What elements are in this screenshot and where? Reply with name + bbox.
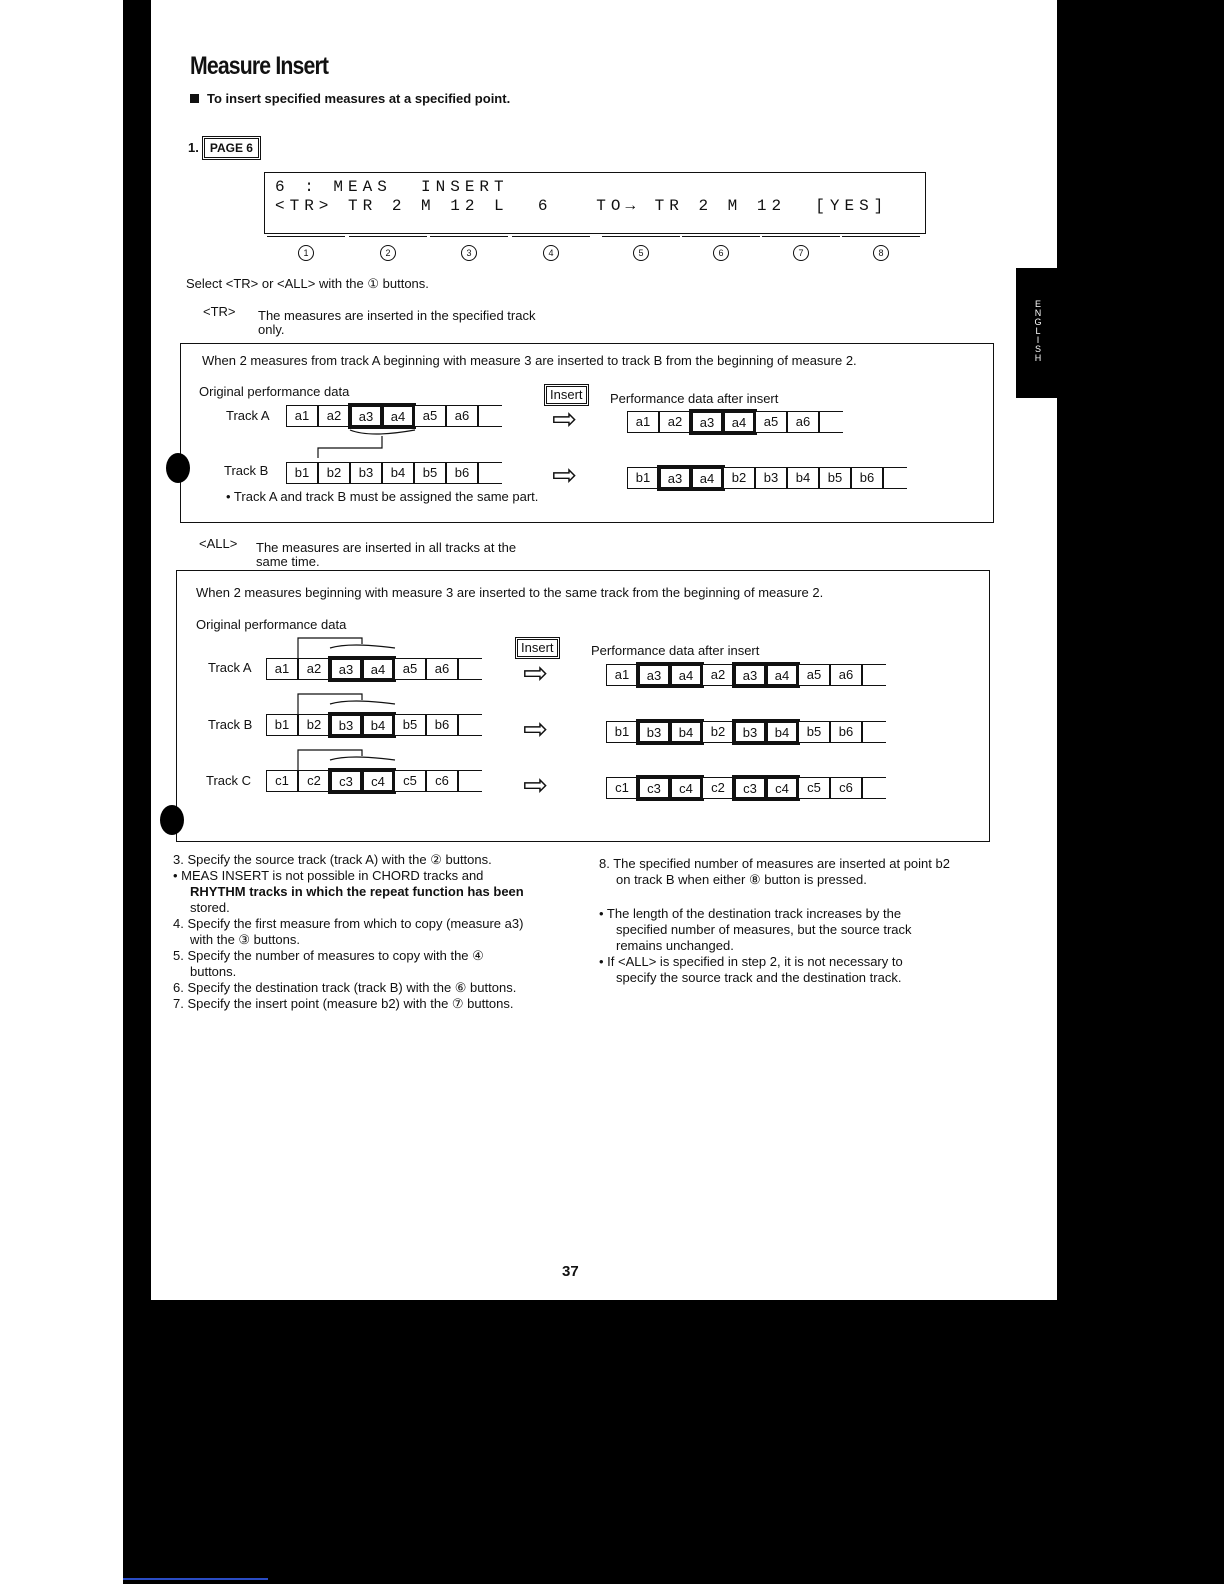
lcd-line-2: <TR> TR 2 M 12 L 6 TO→ TR 2 M 12 [YES] [275, 197, 889, 215]
measure-cell: a6 [426, 658, 458, 680]
side-tab-english: E N G L I S H [1016, 268, 1060, 398]
box1-after-label: Performance data after insert [610, 391, 779, 406]
step-3: 3. Specify the source track (track A) with the ② buttons. [173, 852, 492, 867]
box1-orig-label: Original performance data [199, 384, 350, 399]
track-tail [819, 411, 843, 433]
lcd-number-4: 4 [538, 236, 564, 261]
measure-cell: b1 [266, 714, 298, 736]
copy-bracket-icon [290, 746, 400, 776]
box2-header: When 2 measures beginning with measure 3 are inserted to the same track from the beginning of measure 2. [196, 585, 824, 600]
box2-after-label: Performance data after insert [591, 643, 760, 658]
track-tail [478, 462, 502, 484]
measure-cell: c4 [362, 770, 394, 792]
lcd-number-1: 1 [293, 236, 319, 261]
track-tail [458, 714, 482, 736]
note-all-2: specify the source track and the destination track. [616, 970, 902, 985]
box2-orig-label: Original performance data [196, 617, 347, 632]
measure-cell: a6 [446, 405, 478, 427]
box2-track-a-label: Track A [208, 660, 252, 675]
measure-cell: b1 [606, 721, 638, 743]
box1-track-a-label: Track A [226, 408, 270, 423]
measure-cell: c2 [702, 777, 734, 799]
measure-cell: b1 [627, 467, 659, 489]
measure-cell: a5 [798, 664, 830, 686]
measure-cell: b4 [382, 462, 414, 484]
measure-cell: a4 [362, 658, 394, 680]
measure-cell: b6 [851, 467, 883, 489]
lcd-number-2: 2 [375, 236, 401, 261]
binding-hole [166, 453, 190, 483]
track-tail [883, 467, 907, 489]
measure-cell: b5 [819, 467, 851, 489]
tr-description: The measures are inserted in the specified track [258, 308, 536, 323]
measure-cell: b4 [670, 721, 702, 743]
measure-cell: a2 [659, 411, 691, 433]
measure-cell: b5 [798, 721, 830, 743]
measure-cell: a6 [830, 664, 862, 686]
measure-cell: a1 [627, 411, 659, 433]
measure-cell: c5 [394, 770, 426, 792]
lcd-number-5: 5 [628, 236, 654, 261]
measure-cell: a1 [286, 405, 318, 427]
blue-underline [123, 1578, 268, 1580]
measure-cell: a2 [298, 658, 330, 680]
measure-cell: a3 [350, 405, 382, 427]
measure-cell: a4 [382, 405, 414, 427]
track-tail [458, 770, 482, 792]
copy-bracket-icon [310, 426, 420, 460]
page6-key: PAGE 6 [204, 138, 259, 158]
note-length-2: specified number of measures, but the source track [616, 922, 912, 937]
box1-insert-key: Insert [546, 386, 587, 404]
measure-cell: a5 [414, 405, 446, 427]
measure-cell: c3 [638, 777, 670, 799]
step-3-note-3: stored. [190, 900, 230, 915]
box2-track-c-label: Track C [206, 773, 252, 788]
lcd-display [264, 172, 926, 234]
measure-cell: b3 [755, 467, 787, 489]
measure-cell: b3 [734, 721, 766, 743]
measure-cell: b3 [330, 714, 362, 736]
measure-cell: a3 [638, 664, 670, 686]
measure-cell: a4 [691, 467, 723, 489]
measure-cell: c3 [734, 777, 766, 799]
measure-cell: c5 [798, 777, 830, 799]
measure-cell: a1 [266, 658, 298, 680]
measure-cell: c6 [426, 770, 458, 792]
lcd-number-7: 7 [788, 236, 814, 261]
note-length: • The length of the destination track increases by the [599, 906, 902, 921]
subtitle: To insert specified measures at a specified point. [190, 91, 510, 106]
measure-cell: c4 [766, 777, 798, 799]
track-tail [458, 658, 482, 680]
measure-cell: b3 [638, 721, 670, 743]
step-4-2: with the ③ buttons. [190, 932, 300, 947]
measure-cell: c3 [330, 770, 362, 792]
measure-cell: b2 [723, 467, 755, 489]
step-7: 7. Specify the insert point (measure b2) with the ⑦ buttons. [173, 996, 514, 1011]
step-8: 8. The specified number of measures are inserted at point b2 [599, 856, 950, 871]
right-steps [599, 856, 991, 986]
step-2: Select <TR> or <ALL> with the ① buttons. [186, 276, 429, 291]
box2-track-b-label: Track B [208, 717, 253, 732]
measure-cell: b2 [702, 721, 734, 743]
all-description-2: same time. [256, 554, 320, 569]
measure-cell: a2 [318, 405, 350, 427]
box1-track-b-label: Track B [224, 463, 269, 478]
measure-cell: b1 [286, 462, 318, 484]
measure-cell: a2 [702, 664, 734, 686]
measure-cell: a5 [394, 658, 426, 680]
measure-cell: a3 [330, 658, 362, 680]
tr-description-2: only. [258, 322, 285, 337]
copy-bracket-icon [290, 690, 400, 720]
bullet-square-icon [190, 94, 199, 103]
measure-cell: c4 [670, 777, 702, 799]
step-8-2: on track B when either ⑧ button is pressed. [616, 872, 867, 887]
arrow-icon: ⇨ [523, 769, 549, 802]
arrow-icon: ⇨ [552, 459, 578, 492]
box2-insert-key: Insert [517, 639, 558, 657]
lcd-number-8: 8 [868, 236, 894, 261]
lcd-line-1: 6 : MEAS INSERT [275, 178, 509, 196]
measure-cell: b4 [787, 467, 819, 489]
measure-cell: c2 [298, 770, 330, 792]
lcd-number-3: 3 [456, 236, 482, 261]
measure-cell: b4 [362, 714, 394, 736]
step-6: 6. Specify the destination track (track B) with the ⑥ buttons. [173, 980, 517, 995]
measure-cell: b6 [830, 721, 862, 743]
step-4: 4. Specify the first measure from which to copy (measure a3) [173, 916, 524, 931]
all-description: The measures are inserted in all tracks at the [256, 540, 517, 555]
tr-label: <TR> [203, 304, 236, 319]
measure-cell: c6 [830, 777, 862, 799]
copy-bracket-icon [290, 634, 400, 664]
step-5: 5. Specify the number of measures to copy with the ④ [173, 948, 484, 963]
step-3-note: • MEAS INSERT is not possible in CHORD tracks and [173, 868, 484, 883]
measure-cell: c1 [606, 777, 638, 799]
track-tail [862, 721, 886, 743]
measure-cell: b6 [426, 714, 458, 736]
measure-cell: a3 [659, 467, 691, 489]
step-1: 1. PAGE 6 [188, 138, 259, 158]
box1-note: • Track A and track B must be assigned the same part. [226, 489, 539, 504]
binding-hole [160, 805, 184, 835]
measure-cell: a1 [606, 664, 638, 686]
left-steps [173, 852, 565, 1012]
measure-cell: a6 [787, 411, 819, 433]
measure-cell: b4 [766, 721, 798, 743]
arrow-icon: ⇨ [523, 713, 549, 746]
measure-cell: a3 [691, 411, 723, 433]
track-tail [478, 405, 502, 427]
page-number: 37 [562, 1263, 579, 1280]
track-tail [862, 664, 886, 686]
measure-cell: b3 [350, 462, 382, 484]
lcd-number-6: 6 [708, 236, 734, 261]
note-length-3: remains unchanged. [616, 938, 734, 953]
box1-header: When 2 measures from track A beginning with measure 3 are inserted to track B from the beginning of measure 2. [202, 353, 857, 368]
measure-cell: a4 [766, 664, 798, 686]
measure-cell: b5 [394, 714, 426, 736]
arrow-icon: ⇨ [552, 403, 578, 436]
left-margin [0, 0, 123, 1584]
measure-cell: b6 [446, 462, 478, 484]
note-all: • If <ALL> is specified in step 2, it is not necessary to [599, 954, 903, 969]
measure-cell: b2 [318, 462, 350, 484]
measure-cell: a5 [755, 411, 787, 433]
page-title: Measure Insert [190, 52, 329, 80]
measure-cell: b5 [414, 462, 446, 484]
all-label: <ALL> [199, 536, 238, 551]
measure-cell: a3 [734, 664, 766, 686]
measure-cell: c1 [266, 770, 298, 792]
measure-cell: a4 [670, 664, 702, 686]
arrow-icon: ⇨ [523, 657, 549, 690]
measure-cell: a4 [723, 411, 755, 433]
track-tail [862, 777, 886, 799]
step-5-2: buttons. [190, 964, 237, 979]
step-3-note-2: RHYTHM tracks in which the repeat function has been [190, 884, 524, 899]
measure-cell: b2 [298, 714, 330, 736]
